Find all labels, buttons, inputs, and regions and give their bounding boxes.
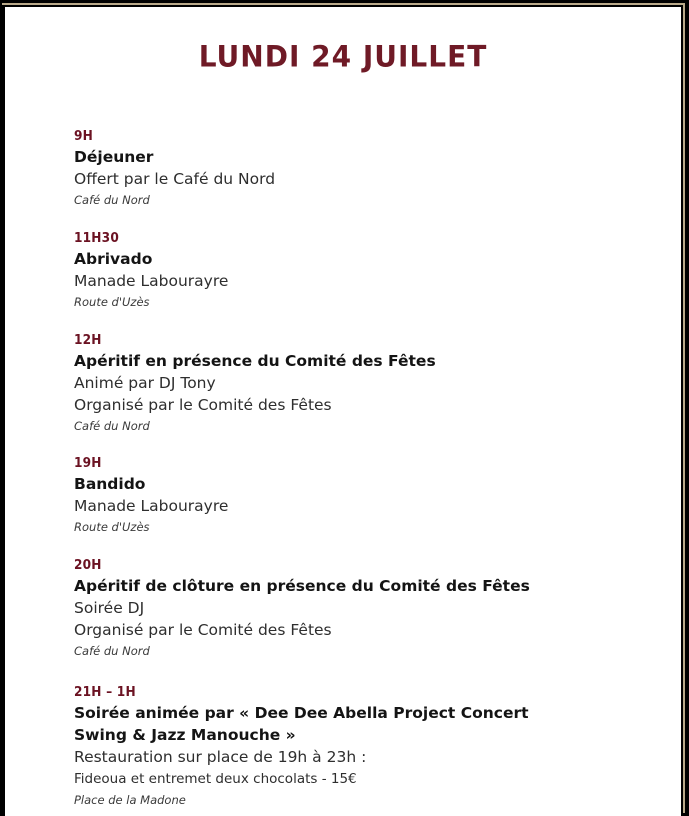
event-place: Route d'Uzès [74,520,150,534]
event-item [74,556,530,661]
event-time: 9H [74,128,94,144]
event-detail: Manade Labourayre [74,497,229,515]
event-time: 20H [74,557,102,573]
event-place: Route d'Uzès [74,295,150,309]
event-detail: Offert par le Café du Nord [74,170,276,188]
event-name: Apéritif de clôture en présence du Comité des Fêtes [74,577,530,595]
event-detail: Fideoua et entremet deux chocolats - 15€ [74,771,357,787]
event-detail: Organisé par le Comité des Fêtes [74,621,332,639]
page-title: LUNDI 24 JUILLET [198,39,488,74]
event-item [74,454,228,537]
event-name: Abrivado [74,250,153,268]
event-item [74,229,228,312]
event-detail: Soirée DJ [74,599,145,617]
event-name: Bandido [74,475,146,493]
event-name: Apéritif en présence du Comité des Fêtes [74,352,436,370]
event-time: 12H [74,332,102,348]
event-detail: Manade Labourayre [74,272,229,290]
event-item [74,683,529,810]
event-detail: Organisé par le Comité des Fêtes [74,396,332,414]
event-name: Déjeuner [74,148,154,166]
event-time: 21H – 1H [74,684,136,700]
event-time: 11H30 [74,230,119,246]
event-time: 19H [74,455,102,471]
frame-border-right [683,3,685,813]
event-place: Café du Nord [74,644,150,658]
event-place: Café du Nord [74,419,150,433]
event-item [74,331,436,436]
event-place: Café du Nord [74,193,150,207]
event-detail: Restauration sur place de 19h à 23h : [74,748,367,766]
frame-border-top [2,3,685,5]
event-item [74,127,275,210]
event-name: Soirée animée par « Dee Dee Abella Project Concert [74,704,529,722]
event-place: Place de la Madone [74,793,186,807]
event-detail: Animé par DJ Tony [74,374,216,392]
program-page [5,7,681,816]
event-name-continued: Swing & Jazz Manouche » [74,726,296,744]
